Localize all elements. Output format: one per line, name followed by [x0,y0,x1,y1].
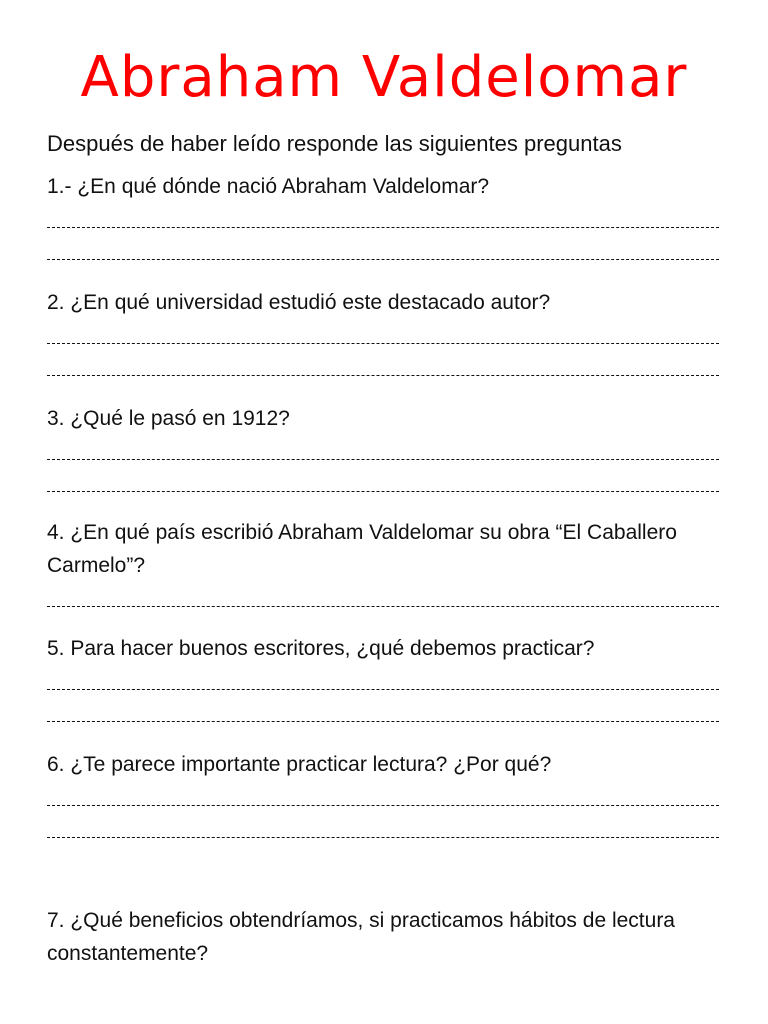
question-2: 2. ¿En qué universidad estudió este destacado autor? [47,291,551,314]
question-5: 5. Para hacer buenos escritores, ¿qué debemos practicar? [47,637,595,660]
answer-line[interactable] [47,606,719,607]
answer-line[interactable] [47,259,719,260]
answer-line[interactable] [47,837,719,838]
answer-line[interactable] [47,227,719,228]
question-6: 6. ¿Te parece importante practicar lectura? ¿Por qué? [47,753,552,776]
answer-line[interactable] [47,721,719,722]
instructions: Después de haber leído responde las siguientes preguntas [47,131,622,156]
question-7: 7. ¿Qué beneficios obtendríamos, si practicamos hábitos de lectura constantemente? [47,909,675,965]
question-3: 3. ¿Qué le pasó en 1912? [47,407,290,430]
answer-line[interactable] [47,459,719,460]
answer-line[interactable] [47,375,719,376]
answer-line[interactable] [47,343,719,344]
answer-line[interactable] [47,689,719,690]
answer-line[interactable] [47,805,719,806]
page-title: Abraham Valdelomar [80,45,688,110]
answer-line[interactable] [47,491,719,492]
question-1: 1.- ¿En qué dónde nació Abraham Valdelomar? [47,175,490,198]
question-4: 4. ¿En qué país escribió Abraham Valdelomar su obra “El Caballero Carmelo”? [47,521,677,577]
